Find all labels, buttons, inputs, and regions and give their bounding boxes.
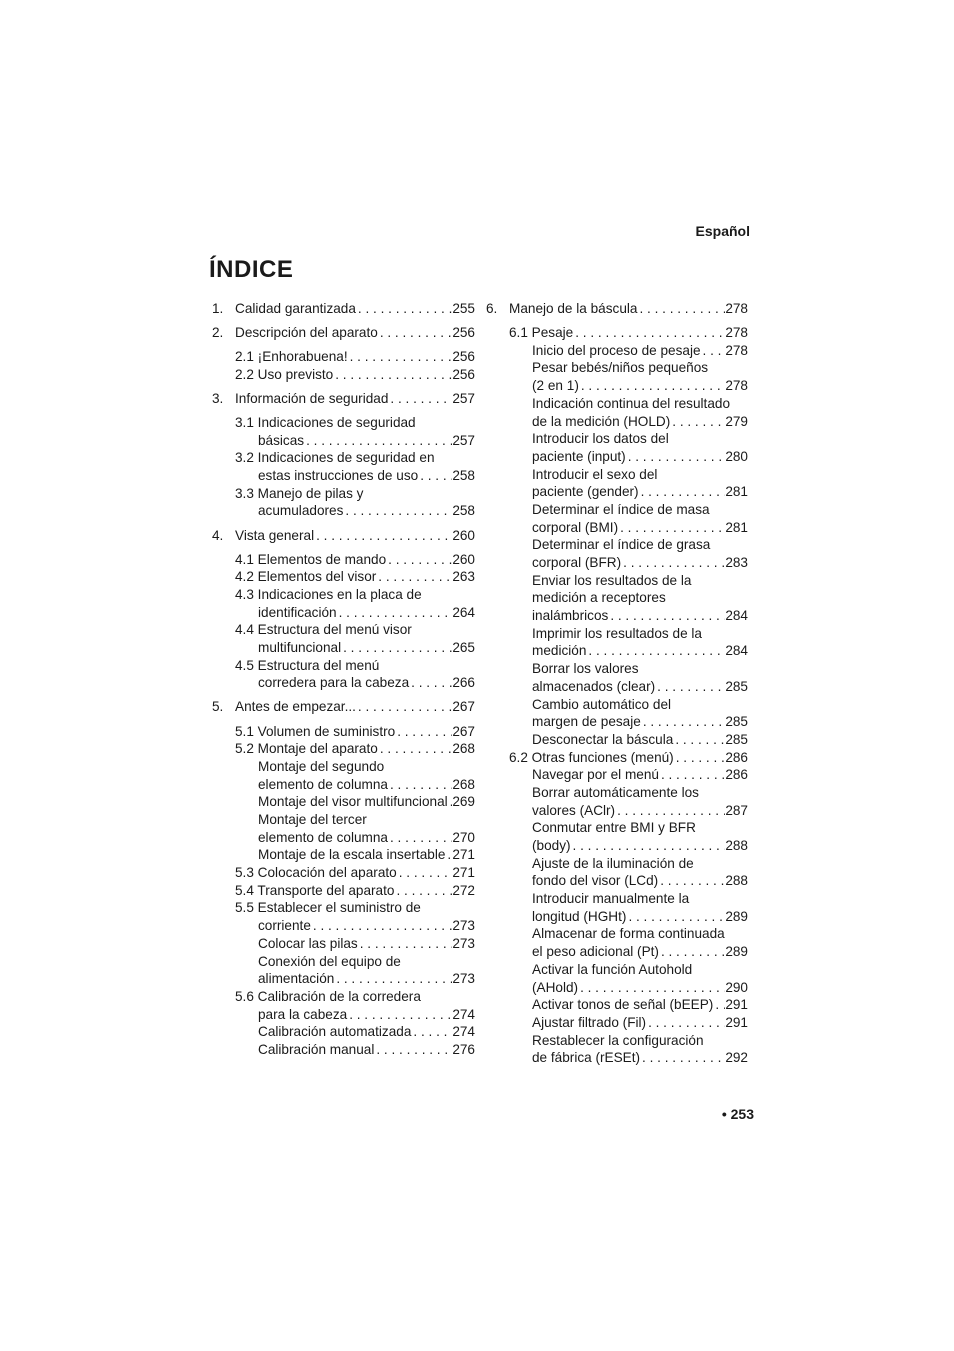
toc-entry-title: Calibración automatizada (258, 1024, 412, 1040)
toc-dot-leader (586, 642, 725, 660)
toc-dot-leader (343, 502, 452, 520)
toc-entry (212, 502, 475, 520)
toc-entry (486, 536, 748, 554)
toc-entry (212, 988, 475, 1006)
toc-entry (486, 519, 748, 537)
toc-entry-title: Conexión del equipo de (258, 953, 401, 969)
toc-entry (486, 784, 748, 802)
toc-dot-leader (655, 678, 725, 696)
toc-entry-title: para la cabeza (258, 1006, 348, 1022)
toc-dot-leader (674, 749, 726, 767)
toc-entry-title: Activar tonos de señal (bEEP) (532, 997, 714, 1013)
toc-entry (486, 1014, 748, 1032)
toc-dot-leader (333, 366, 452, 384)
toc-entry (486, 837, 748, 855)
toc-entry-title: Determinar el índice de grasa (532, 537, 711, 553)
toc-entry (486, 925, 748, 943)
toc-entry-title: Calibración manual (258, 1041, 375, 1057)
toc-entry (212, 846, 475, 864)
toc-entry-title: Borrar automáticamente los (532, 784, 699, 800)
toc-entry-title: 3.1 Indicaciones de seguridad (235, 415, 416, 430)
toc-entry-title: Almacenar de forma continuada (532, 926, 725, 942)
toc-entry-title: margen de pesaje (532, 714, 641, 730)
toc-entry-title: Montaje del visor multifuncional (258, 794, 448, 810)
toc-entry (212, 621, 475, 639)
toc-entry (486, 872, 748, 890)
toc-entry-page: 288 (725, 873, 748, 889)
toc-dot-leader (637, 300, 725, 318)
toc-entry-number: 5. (212, 699, 224, 715)
page-title: ÍNDICE (209, 256, 294, 283)
toc-entry-title: paciente (input) (532, 448, 626, 464)
toc-entry-title: corporal (BMI) (532, 519, 619, 535)
toc-entry-title: Información de seguridad (235, 390, 389, 406)
toc-entry-title: (body) (532, 838, 571, 854)
toc-entry-title: 3.3 Manejo de pilas y (235, 485, 364, 501)
toc-entry-title: Vista general (235, 527, 315, 543)
toc-entry-title: Antes de empezar... (235, 699, 356, 715)
toc-entry-title: corredera para la cabeza (258, 675, 410, 691)
toc-entry-page: 256 (452, 366, 475, 382)
toc-entry (212, 1023, 475, 1041)
toc-entry (212, 758, 475, 776)
toc-entry (486, 802, 748, 820)
toc-entry (486, 448, 748, 466)
toc-dot-leader (304, 432, 452, 450)
toc-entry (212, 568, 475, 586)
toc-entry (486, 483, 748, 501)
toc-entry-page: 278 (725, 325, 748, 341)
toc-entry-title: 2.2 Uso previsto (235, 366, 334, 382)
toc-entry-title: 3.2 Indicaciones de seguridad en (235, 450, 435, 466)
toc-entry (212, 811, 475, 829)
toc-entry-title: Determinar el índice de masa (532, 501, 710, 517)
toc-entry-page: 271 (452, 847, 475, 863)
toc-dot-leader (378, 324, 452, 342)
toc-dot-leader (659, 766, 725, 784)
toc-entry-title: 6.1 Pesaje (509, 325, 574, 341)
toc-entry (212, 917, 475, 935)
toc-entry (212, 527, 475, 545)
toc-entry (486, 413, 748, 431)
toc-dot-leader (388, 776, 452, 794)
toc-dot-leader (409, 674, 452, 692)
toc-dot-leader (311, 917, 452, 935)
toc-entry-page: 289 (725, 908, 748, 924)
toc-dot-leader (615, 802, 725, 820)
toc-entry (212, 432, 475, 450)
toc-entry-title: Desconectar la báscula (532, 731, 674, 747)
toc-entry (486, 696, 748, 714)
language-label: Español (695, 223, 750, 239)
toc-dot-leader (348, 348, 453, 366)
toc-entry (212, 899, 475, 917)
toc-entry (212, 551, 475, 569)
toc-dot-leader (376, 568, 452, 586)
toc-dot-leader (646, 1014, 725, 1032)
toc-entry-title: inalámbricos (532, 608, 609, 624)
toc-entry-title: Pesar bebés/niños pequeños (532, 360, 709, 376)
toc-entry-title: 6.2 Otras funciones (menú) (509, 749, 674, 765)
toc-entry (212, 604, 475, 622)
toc-entry-title: (2 en 1) (532, 378, 579, 394)
toc-entry-page: 269 (452, 794, 475, 810)
toc-entry-page: 280 (725, 448, 748, 464)
toc-entry-title: 5.2 Montaje del aparato (235, 741, 378, 757)
toc-dot-leader (670, 413, 725, 431)
toc-dot-leader (639, 483, 726, 501)
toc-entry (486, 359, 748, 377)
toc-entry-page: 256 (452, 325, 475, 341)
toc-entry-title: 5.5 Establecer el suministro de (235, 900, 421, 916)
toc-entry-title: Introducir los datos del (532, 431, 669, 447)
toc-entry-page: 276 (452, 1041, 475, 1057)
toc-entry (212, 414, 475, 432)
toc-dot-leader (659, 943, 725, 961)
toc-entry-page: 289 (725, 944, 748, 960)
toc-entry (486, 749, 748, 767)
toc-entry (486, 607, 748, 625)
toc-entry-page: 260 (452, 527, 475, 543)
toc-dot-leader (397, 864, 453, 882)
toc-entry-title: 5.1 Volumen de suministro (235, 723, 396, 739)
toc-dot-leader (445, 846, 452, 864)
toc-dot-leader (356, 698, 452, 716)
toc-entry-title: fondo del visor (LCd) (532, 873, 659, 889)
toc-entry-title: Borrar los valores (532, 661, 639, 677)
toc-entry-page: 278 (725, 301, 748, 316)
toc-entry-title: Ajuste de la iluminación de (532, 855, 694, 871)
toc-dot-leader (356, 300, 452, 318)
toc-entry-title: Inicio del proceso de pesaje (532, 342, 701, 358)
toc-entry-page: 265 (452, 640, 475, 656)
toc-dot-leader (358, 935, 453, 953)
toc-entry (486, 589, 748, 607)
toc-dot-leader (347, 1006, 452, 1024)
toc-entry-title: Ajustar filtrado (Fil) (532, 1014, 647, 1030)
toc-entry-page: 273 (452, 935, 475, 951)
toc-dot-leader (608, 607, 725, 625)
toc-entry (486, 1049, 748, 1067)
toc-entry-page: 270 (452, 829, 475, 845)
toc-entry-title: corporal (BFR) (532, 555, 622, 571)
toc-entry (212, 467, 475, 485)
toc-entry-title: Introducir manualmente la (532, 891, 690, 907)
toc-entry-title: Colocar las pilas (258, 935, 358, 951)
toc-entry (212, 657, 475, 675)
toc-entry-title: 4.3 Indicaciones en la placa de (235, 586, 422, 602)
toc-entry-page: 257 (452, 390, 475, 406)
toc-entry-title: corriente (258, 918, 311, 934)
toc-entry (486, 678, 748, 696)
toc-entry-page: 292 (725, 1050, 748, 1066)
toc-entry-page: 278 (725, 342, 748, 358)
toc-entry (212, 1006, 475, 1024)
toc-entry (486, 377, 748, 395)
toc-right-column (486, 300, 748, 1067)
toc-dot-leader (621, 554, 725, 572)
toc-dot-leader (579, 377, 725, 395)
toc-entry-page: 266 (452, 675, 475, 691)
toc-dot-leader (571, 837, 726, 855)
toc-entry-page: 258 (452, 468, 475, 484)
toc-entry (486, 908, 748, 926)
toc-entry (212, 449, 475, 467)
toc-entry-title: Descripción del aparato (235, 325, 378, 341)
toc-dot-leader (411, 1023, 452, 1041)
toc-entry (486, 642, 748, 660)
toc-entry-page: 263 (452, 569, 475, 585)
toc-dot-leader (418, 467, 452, 485)
toc-entry-page: 260 (452, 551, 475, 567)
toc-dot-leader (640, 1049, 725, 1067)
toc-entry-title: Calidad garantizada (235, 301, 356, 316)
toc-entry (212, 639, 475, 657)
toc-dot-leader (394, 882, 452, 900)
toc-entry-page: 288 (725, 838, 748, 854)
toc-entry-title: estas instrucciones de uso (258, 468, 419, 484)
toc-entry (486, 819, 748, 837)
toc-entry-title: 4.1 Elementos de mando (235, 551, 387, 567)
toc-dot-leader (337, 604, 453, 622)
toc-entry-page: 286 (725, 767, 748, 783)
toc-dot-leader (618, 519, 725, 537)
toc-entry-page: 284 (725, 643, 748, 659)
toc-entry-page: 255 (452, 301, 475, 316)
toc-entry-title: Restablecer la configuración (532, 1032, 704, 1048)
toc-dot-leader (626, 448, 726, 466)
toc-entry-page: 287 (725, 802, 748, 818)
toc-entry (212, 485, 475, 503)
toc-entry-title: 5.4 Transporte del aparato (235, 882, 395, 898)
toc-entry-title: Cambio automático del (532, 696, 672, 712)
toc-dot-leader (334, 970, 452, 988)
toc-entry (486, 979, 748, 997)
toc-entry-title: Navegar por el menú (532, 767, 659, 783)
toc-entry-title: paciente (gender) (532, 484, 639, 500)
toc-entry (486, 466, 748, 484)
page-number: • 253 (721, 1106, 754, 1122)
toc-entry-title: 4.2 Elementos del visor (235, 569, 377, 585)
toc-entry-title: almacenados (clear) (532, 678, 656, 694)
toc-entry-page: 271 (452, 865, 475, 881)
toc-entry-page: 272 (452, 882, 475, 898)
toc-entry (486, 625, 748, 643)
toc-entry-title: Conmutar entre BMI y BFR (532, 820, 696, 836)
toc-entry-title: de la medición (HOLD) (532, 413, 671, 429)
toc-entry (212, 1041, 475, 1059)
toc-entry-title: de fábrica (rESEt) (532, 1050, 641, 1066)
toc-entry-number: 2. (212, 325, 224, 341)
toc-entry-title: 5.6 Calibración de la corredera (235, 988, 421, 1004)
toc-entry-page: 285 (725, 714, 748, 730)
toc-entry (212, 776, 475, 794)
toc-dot-leader (626, 908, 725, 926)
toc-entry (212, 390, 475, 408)
toc-entry-page: 258 (452, 503, 475, 519)
toc-entry (486, 996, 748, 1014)
toc-entry (486, 890, 748, 908)
toc-entry (486, 713, 748, 731)
toc-dot-leader (573, 324, 725, 342)
toc-dot-leader (701, 342, 726, 360)
toc-dot-leader (673, 731, 725, 749)
toc-entry (486, 430, 748, 448)
toc-entry-title: elemento de columna (258, 776, 388, 792)
toc-entry-title: Manejo de la báscula (509, 301, 638, 316)
toc-entry-title: Montaje del tercer (258, 812, 367, 827)
toc-entry-title: identificación (258, 604, 337, 620)
toc-entry (212, 324, 475, 342)
toc-dot-leader (388, 829, 452, 847)
toc-entry (212, 882, 475, 900)
toc-entry-title: 2.1 ¡Enhorabuena! (235, 349, 348, 365)
toc-entry-page: 256 (452, 349, 475, 365)
toc-entry-page: 268 (452, 776, 475, 792)
toc-entry (486, 660, 748, 678)
toc-entry-title: Activar la función Autohold (532, 961, 693, 977)
toc-entry (486, 731, 748, 749)
toc-entry-page: 267 (452, 723, 475, 739)
toc-entry (212, 366, 475, 384)
toc-dot-leader (341, 639, 452, 657)
toc-entry-title: básicas (258, 432, 305, 448)
toc-dot-leader (641, 713, 725, 731)
toc-entry (212, 723, 475, 741)
toc-entry (212, 793, 475, 811)
toc-entry (486, 855, 748, 873)
toc-entry-title: longitud (HGHt) (532, 908, 627, 924)
toc-entry (212, 970, 475, 988)
toc-entry-page: 279 (725, 413, 748, 429)
toc-dot-leader (386, 551, 452, 569)
toc-entry (486, 1032, 748, 1050)
toc-entry (212, 829, 475, 847)
toc-entry (486, 554, 748, 572)
toc-entry (212, 740, 475, 758)
toc-entry-title: acumuladores (258, 503, 344, 519)
toc-entry-page: 281 (725, 484, 748, 500)
toc-entry (486, 572, 748, 590)
toc-entry-page: 284 (725, 608, 748, 624)
toc-entry-page: 257 (452, 432, 475, 448)
toc-entry (212, 300, 475, 318)
toc-entry (212, 698, 475, 716)
toc-entry-number: 1. (212, 301, 224, 316)
toc-entry-title: Montaje de la escala insertable (258, 847, 446, 863)
toc-dot-leader (713, 996, 725, 1014)
toc-entry-page: 267 (452, 699, 475, 715)
toc-entry-page: 291 (725, 1014, 748, 1030)
toc-entry (212, 864, 475, 882)
toc-entry-page: 281 (725, 519, 748, 535)
toc-entry (212, 586, 475, 604)
toc-entry-page: 274 (452, 1024, 475, 1040)
toc-entry-title: alimentación (258, 971, 335, 987)
toc-dot-leader (388, 390, 452, 408)
toc-dot-leader (658, 872, 725, 890)
toc-entry (486, 961, 748, 979)
toc-entry (486, 324, 748, 342)
toc-dot-leader (378, 740, 452, 758)
toc-entry-title: Introducir el sexo del (532, 466, 658, 482)
toc-dot-leader (374, 1041, 452, 1059)
toc-left-column (212, 300, 475, 1059)
toc-entry-title: (AHold) (532, 979, 579, 995)
toc-entry (212, 935, 475, 953)
toc-entry-title: el peso adicional (Pt) (532, 944, 659, 960)
toc-entry (486, 300, 748, 318)
toc-entry (212, 674, 475, 692)
toc-entry-number: 6. (486, 301, 498, 316)
toc-entry-page: 285 (725, 678, 748, 694)
toc-entry-title: 4.5 Estructura del menú (235, 657, 380, 673)
toc-entry-page: 286 (725, 749, 748, 765)
toc-entry-page: 268 (452, 741, 475, 757)
toc-entry (486, 395, 748, 413)
toc-entry-page: 274 (452, 1006, 475, 1022)
toc-entry-page: 264 (452, 604, 475, 620)
toc-entry-page: 273 (452, 971, 475, 987)
toc-entry-title: valores (AClr) (532, 802, 616, 818)
toc-entry-title: elemento de columna (258, 829, 388, 845)
toc-entry-title: Montaje del segundo (258, 758, 385, 774)
toc-entry-title: 5.3 Colocación del aparato (235, 865, 397, 881)
toc-dot-leader (578, 979, 725, 997)
toc-entry (486, 342, 748, 360)
toc-entry-title: medición a receptores (532, 590, 666, 606)
toc-entry-title: Indicación continua del resultado (532, 395, 730, 411)
toc-entry (212, 348, 475, 366)
toc-entry-page: 283 (725, 555, 748, 571)
toc-entry (486, 766, 748, 784)
toc-entry-page: 273 (452, 918, 475, 934)
toc-entry-title: multifuncional (258, 640, 342, 656)
toc-entry-title: Imprimir los resultados de la (532, 625, 702, 641)
toc-entry (212, 953, 475, 971)
toc-dot-leader (314, 527, 452, 545)
toc-entry (486, 501, 748, 519)
toc-entry-title: medición (532, 643, 587, 659)
toc-entry-page: 278 (725, 378, 748, 394)
toc-entry-title: Enviar los resultados de la (532, 572, 692, 588)
toc-entry-page: 285 (725, 731, 748, 747)
toc-entry-number: 4. (212, 527, 224, 543)
toc-entry-page: 290 (725, 979, 748, 995)
toc-dot-leader (395, 723, 452, 741)
toc-entry (486, 943, 748, 961)
toc-entry-number: 3. (212, 390, 224, 406)
toc-entry-title: 4.4 Estructura del menú visor (235, 622, 412, 638)
toc-entry-page: 291 (725, 997, 748, 1013)
